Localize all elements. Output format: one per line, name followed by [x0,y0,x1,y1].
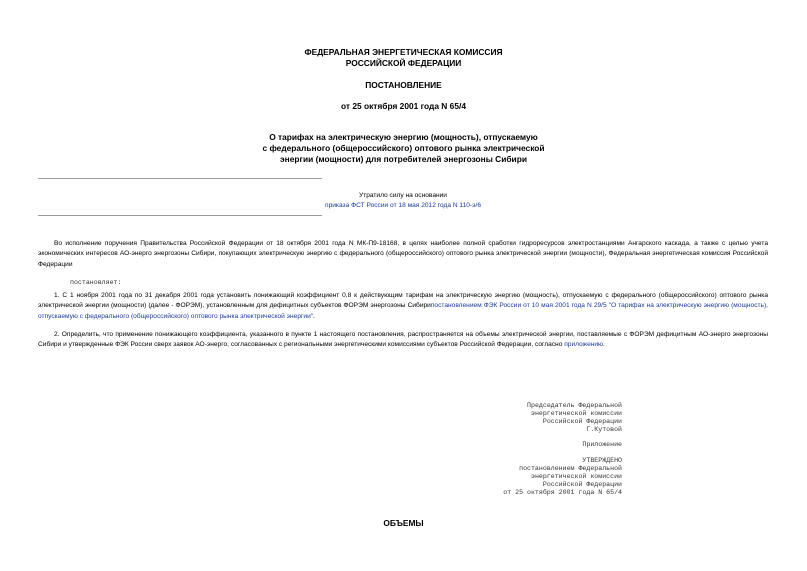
signature-line3: Российской Федерации [542,418,622,425]
status-note: Утратило силу на основании [359,192,447,199]
approved-line2: энергетической комиссии [530,473,622,480]
signature-line1: Председатель Федеральной [527,402,622,409]
appendix-label: Приложение [582,441,622,448]
item-2-end: . [603,341,605,349]
org-name-line1: ФЕДЕРАЛЬНАЯ ЭНЕРГЕТИЧЕСКАЯ КОМИССИЯ [304,47,503,57]
approved-label: УТВЕРЖДЕНО [582,457,622,464]
divider-top [38,178,322,179]
status-link-wrap [38,201,768,211]
document-title-line1: О тарифах на электрическую энергию (мощность), отпускаемую [269,132,538,142]
org-name-line2: РОССИЙСКОЙ ФЕДЕРАЦИИ [345,58,462,68]
document-type: ПОСТАНОВЛЕНИЕ [365,80,442,90]
volumes-heading: ОБЪЕМЫ [383,518,424,528]
fek-resolution-link[interactable]: постановлением ФЭК России от 10 мая 2001 года N 29/5 "О тарифах на электрическую энергию (мощность), отпускаемую с федерального (общероссийского) оптового рынка электрической энергии" [38,302,768,320]
divider-bottom [38,215,322,216]
approved-line4: от 25 октября 2001 года N 65/4 [503,489,622,496]
approved-line1: постановлением Федеральной [519,465,622,472]
signature-line2: энергетической комиссии [530,410,622,417]
signature-name: Г.Кутовой [586,426,622,433]
item-2-text: 2. Определить, что применение понижающего коэффициента, указанного в пункте 1 настоящего постановления, распространяется на объемы электрической энергии, поставляемые с ФОРЭМ дефицитным АО-энерго энергозоны Сибири и утвержденные ФЭК России сверх заявок АО-энерго, согласованных с региональными энергетическими комиссиями субъектов Российской Федерации, согласно [38,331,768,349]
item-1-text: 1. С 1 ноября 2001 года по 31 декабря 2001 года установить понижающий коэффициент 0,8 к действующим тарифам на электрическую энергию (мощность), отпускаемую с федерального (общероссийского) оптового рынка электрической энергии (мощности) (далее - ФОРЭМ), установленным для дефицитных субъектов ФОРЭМ энергозоны Сибири [38,292,768,310]
resolves-word: постановляет: [70,279,122,286]
document-title-line3: энергии (мощности) для потребителей энергозоны Сибири [280,154,527,164]
item-1-paragraph [38,291,768,322]
approved-line3: Российской Федерации [542,481,622,488]
intro-paragraph: Во исполнение поручения Правительства Российской Федерации от 18 октября 2001 года N МК-П9-18168, в целях наиболее полной сработки гидроресурсов электростанциями Ангарского каскада, а также с целью учета экономических интересов АО-энерго энергозоны Сибири, покупающих электрическую энергию с федерального (общероссийского) оптового рынка электрической энергии (мощности), Федеральная энергетическая комиссия Российской Федерации [38,240,768,268]
item-2-paragraph [38,330,768,351]
document-title-line2: с федерального (общероссийского) оптового рынка электрической [262,143,545,153]
repeal-order-link[interactable]: приказа ФСТ России от 18 мая 2012 года N 110-э/6 [325,202,481,209]
document-date-number: от 25 октября 2001 года N 65/4 [341,101,466,111]
appendix-link[interactable]: приложению [564,341,604,349]
item-1-end: . [313,312,315,320]
